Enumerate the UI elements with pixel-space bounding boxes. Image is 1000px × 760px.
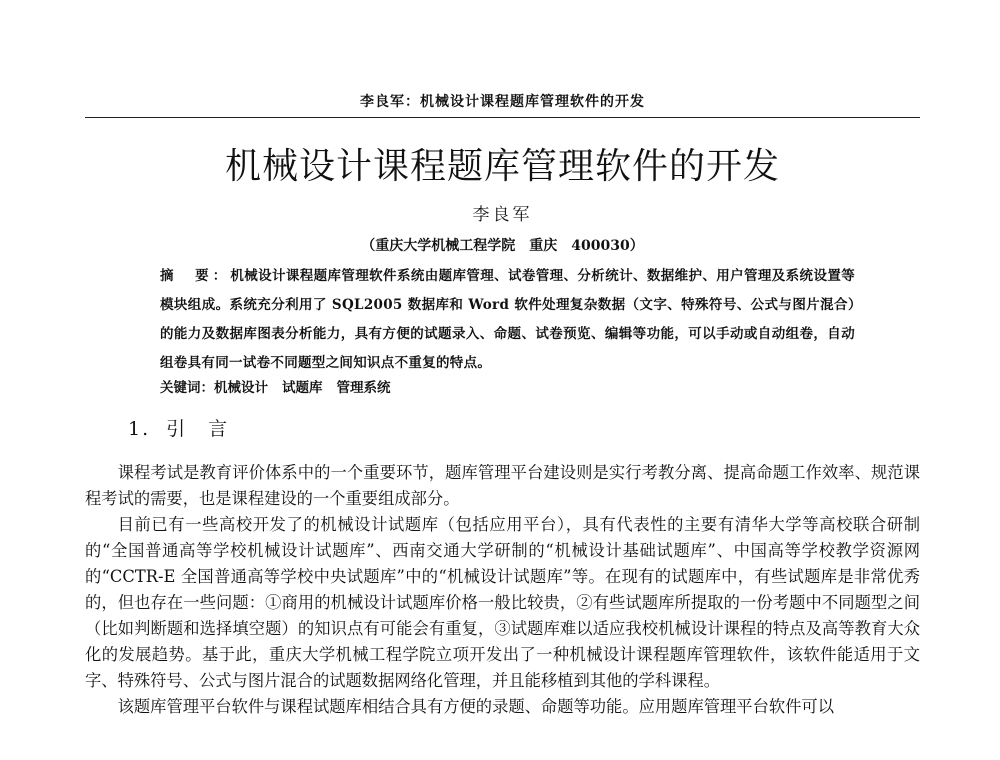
body-text [85, 460, 920, 720]
abstract [160, 262, 855, 378]
abstract-label: 摘 要： [160, 268, 231, 284]
keyword-item: 试题库 [282, 380, 323, 396]
header-rule [85, 117, 920, 118]
paragraph: 该题库管理平台软件与课程试题库相结合具有方便的录题、命题等功能。应用题库管理平台软件可以 [117, 697, 834, 716]
keywords-label: 关键词： [160, 380, 214, 396]
article-author: 李良军 [472, 205, 533, 225]
author-affiliation: （重庆大学机械工程学院 重庆 400030） [361, 238, 644, 254]
keyword-item: 管理系统 [336, 380, 391, 396]
section-number: 1. [128, 418, 151, 440]
article-title: 机械设计课程题库管理软件的开发 [224, 146, 780, 187]
paragraph: 目前已有一些高校开发了的机械设计试题库（包括应用平台），具有代表性的主要有清华大学等高校联合研制的“全国普通高等学校机械设计试题库”、西南交通大学研制的“机械设计基础试题库”、中国高等学校教学资源网的“CCTR-E 全国普通高等学校中央试题库”中的“机械设计试题库”等。在现有的试题库中，有些试题库是非常优秀的，但也存在一些问题：①商用的机械设计试题库价格一般比较贵，②有些试题库所提取的一份考题中不同题型之间（比如判断题和选择填空题）的知识点有可能会有重复，③试题库难以适应我校机械设计课程的特点及高等教育大众化的发展趋势。基于此，重庆大学机械工程学院立项开发出了一种机械设计课程题库管理软件，该软件能适用于文字、特殊符号、公式与图片混合的试题数据网络化管理，并且能移植到其他的学科课程。 [85, 515, 920, 690]
section-title: 引 言 [166, 418, 230, 440]
keywords [160, 376, 855, 396]
paragraph: 课程考试是教育评价体系中的一个重要环节，题库管理平台建设则是实行考教分离、提高命题工作效率、规范课程考试的需要，也是课程建设的一个重要组成部分。 [85, 463, 920, 508]
running-header: 李良军：机械设计课程题库管理软件的开发 [360, 94, 645, 110]
abstract-text: 机械设计课程题库管理软件系统由题库管理、试卷管理、分析统计、数据维护、用户管理及系统设置等模块组成。系统充分利用了 SQL2005 数据库和 Word 软件处理复杂数据（文字、特殊符号、公式与图片混合）的能力及数据库图表分析能力，具有方便的试题录入、命题、试卷预览、编辑等功能，可以手动或自动组卷，自动组卷具有同一试卷不同题型之间知识点不重复的特点。 [160, 268, 856, 371]
section-heading [128, 414, 229, 441]
keyword-item: 机械设计 [214, 380, 268, 396]
